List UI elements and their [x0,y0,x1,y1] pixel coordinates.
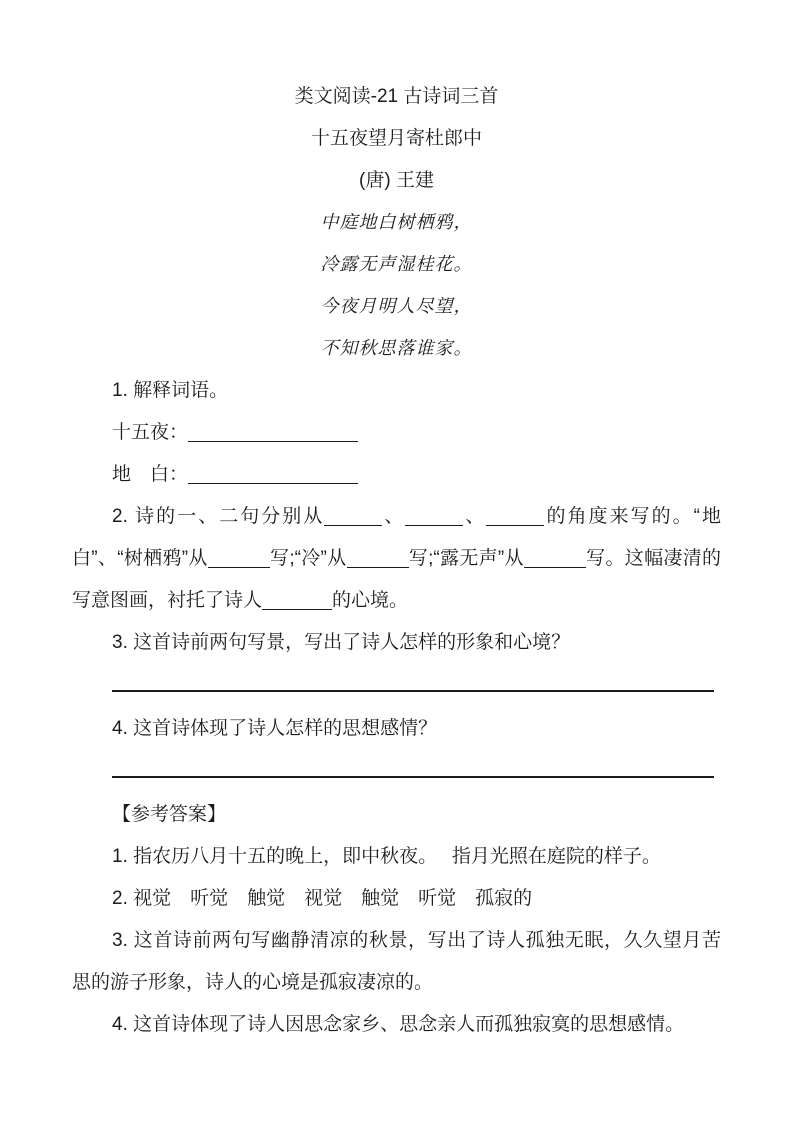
question-2 [72,496,721,622]
question-1-item-1 [72,412,721,454]
doc-title: 类文阅读-21 古诗词三首 [294,86,499,107]
q2-text-2: 、 [382,506,406,527]
term-shiwuye: 十五夜： [112,422,189,443]
poem-line-1: 中庭地白树栖鸦， [320,212,473,233]
q2-blank-7[interactable] [262,595,332,610]
q2-text-4: 的角度来写的。“地白”、“树栖鸦”从 [72,506,721,569]
q2-blank-6[interactable] [524,553,586,568]
q2-text-1: 2. 诗的一、二句分别从 [112,506,325,527]
answer-writing-line-2[interactable] [112,750,714,778]
poem-author: (唐) 王建 [359,170,434,191]
q2-blank-2[interactable] [405,511,463,526]
reference-answers-header: 【参考答案】 [112,804,227,825]
reference-answer-1: 1. 指农历八月十五的晚上，即中秋夜。 指月光照在庭院的样子。 [112,846,661,867]
question-1-item-2 [72,454,721,496]
answer-blank-shiwuye[interactable] [188,427,358,442]
poem-body [72,202,721,370]
poem-line-4: 不知秋思落谁家。 [320,338,473,359]
reference-answer-3: 3. 这首诗前两句写幽静清凉的秋景，写出了诗人孤独无眠，久久望月苦思的游子形象，诗人的心境是孤寂凄凉的。 [72,930,721,993]
answer-writing-line-1[interactable] [112,664,714,692]
poem-title: 十五夜望月寄杜郎中 [310,128,482,149]
reference-answer-2: 2. 视觉 听觉 触觉 视觉 触觉 听觉 孤寂的 [112,888,533,909]
answer-blank-dibai[interactable] [188,469,358,484]
q2-text-5: 写;“冷”从 [269,548,347,569]
question-1-label: 1. 解释词语。 [112,380,229,401]
reference-answer-4: 4. 这首诗体现了诗人因思念家乡、思念亲人而孤独寂寞的思想感情。 [112,1014,685,1035]
q2-text-7: 写。这幅凄清的写意图画，衬托了诗人 [72,548,722,611]
q2-blank-4[interactable] [208,553,270,568]
q2-blank-5[interactable] [347,553,409,568]
question-3: 3. 这首诗前两句写景，写出了诗人怎样的形象和心境？ [112,632,571,653]
poem-line-3: 今夜月明人尽望， [320,296,473,317]
term-dibai: 地 白： [112,464,189,485]
question-4: 4. 这首诗体现了诗人怎样的思想感情？ [112,718,438,739]
q2-text-3: 、 [463,506,487,527]
poem-line-2: 冷露无声湿桂花。 [320,254,473,275]
q2-text-6: 写;“露无声”从 [408,548,524,569]
q2-blank-3[interactable] [486,511,544,526]
q2-text-8: 的心境。 [332,590,409,611]
q2-blank-1[interactable] [324,511,382,526]
